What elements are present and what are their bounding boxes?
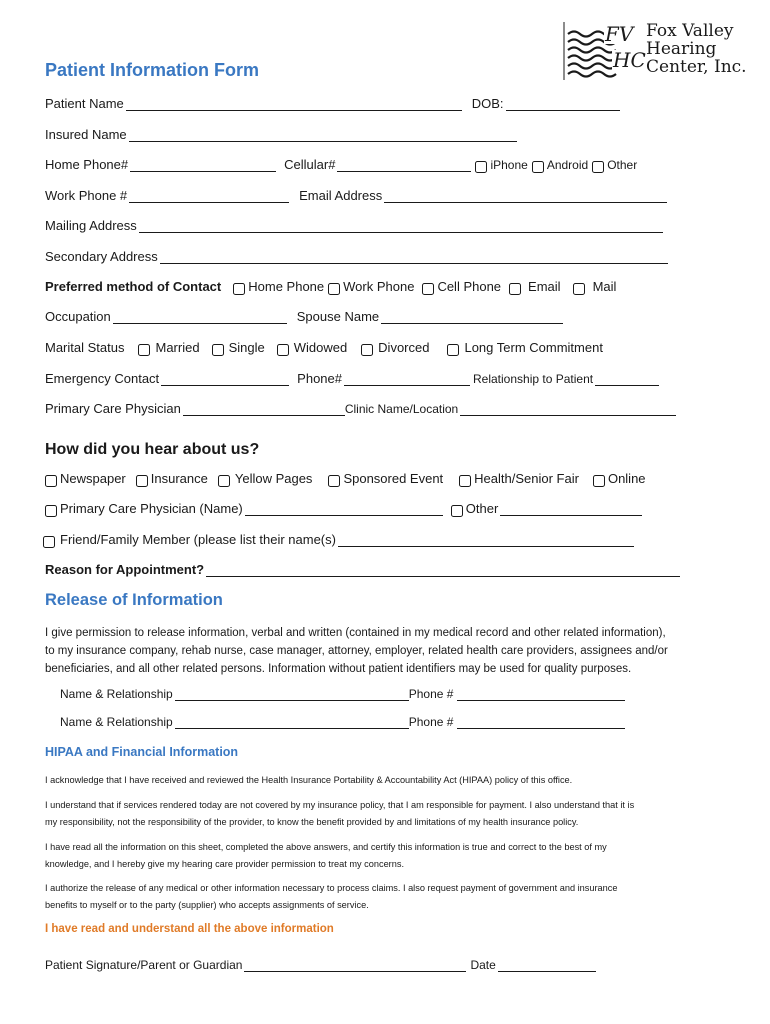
release-line-2: to my insurance company, rehab nurse, case manager, attorney, employer, related health care providers, assignees and/or	[45, 645, 668, 657]
pref-email-checkbox[interactable]	[509, 283, 521, 295]
dob-field[interactable]	[506, 99, 620, 111]
pref-work-phone-checkbox[interactable]	[328, 283, 340, 295]
hipaa-p4-line1: I authorize the release of any medical or other information necessary to process claims. I also request payment of government and insurance	[45, 883, 618, 893]
occupation-label: Occupation	[45, 309, 111, 324]
spouse-name-label: Spouse Name	[296, 309, 380, 324]
mailing-address-field[interactable]	[139, 221, 663, 233]
logo-text-line1: Fox Valley	[646, 21, 734, 41]
clinic-field[interactable]	[460, 404, 676, 416]
dob-label: DOB:	[471, 96, 504, 111]
single-label: Single	[228, 340, 265, 355]
pref-home-phone-checkbox[interactable]	[233, 283, 245, 295]
release-name-2-field[interactable]	[175, 717, 409, 729]
work-phone-field[interactable]	[129, 191, 289, 203]
health-fair-label: Health/Senior Fair	[474, 471, 579, 486]
reason-label: Reason for Appointment?	[45, 562, 205, 577]
yellow-pages-label: Yellow Pages	[234, 471, 313, 486]
email-field[interactable]	[384, 191, 667, 203]
sponsored-event-label: Sponsored Event	[343, 471, 444, 486]
hipaa-p3	[45, 839, 607, 872]
pref-mail-label: Mail	[592, 279, 617, 294]
release-line-1: I give permission to release information, verbal and written (contained in my medical record and other related information),	[45, 627, 666, 639]
pref-work-phone-label: Work Phone	[343, 279, 415, 294]
widowed-label: Widowed	[293, 340, 348, 355]
newspaper-checkbox[interactable]	[45, 475, 57, 487]
patient-name-field[interactable]	[126, 99, 462, 111]
date-label: Date	[470, 958, 496, 972]
iphone-label: iPhone	[490, 158, 528, 172]
clinic-label: Clinic Name/Location	[344, 402, 459, 416]
health-fair-checkbox[interactable]	[459, 475, 471, 487]
pref-cell-phone-label: Cell Phone	[437, 279, 502, 294]
secondary-address-field[interactable]	[160, 252, 668, 264]
release-name-2-label: Name & Relationship	[60, 715, 173, 729]
sponsored-event-checkbox[interactable]	[328, 475, 340, 487]
reason-field[interactable]	[206, 565, 680, 577]
hipaa-p1: I acknowledge that I have received and reviewed the Health Insurance Portability & Accountability Act (HIPAA) policy of this office.	[45, 775, 573, 785]
pcp-referral-field[interactable]	[245, 504, 443, 516]
friend-family-label: Friend/Family Member (please list their name(s)	[60, 532, 336, 547]
divorced-label: Divorced	[378, 340, 430, 355]
pref-home-phone-label: Home Phone	[248, 279, 325, 294]
marital-status-label: Marital Status	[45, 340, 125, 355]
long-term-checkbox[interactable]	[447, 344, 459, 356]
release-heading: Release of Information	[45, 591, 223, 609]
android-checkbox[interactable]	[532, 161, 544, 173]
friend-family-checkbox[interactable]	[43, 536, 55, 548]
married-checkbox[interactable]	[138, 344, 150, 356]
insurance-label: Insurance	[150, 471, 208, 486]
logo	[560, 20, 750, 86]
insurance-checkbox[interactable]	[136, 475, 148, 487]
long-term-label: Long Term Commitment	[464, 340, 603, 355]
married-label: Married	[155, 340, 200, 355]
online-checkbox[interactable]	[593, 475, 605, 487]
pcp-referral-checkbox[interactable]	[45, 505, 57, 517]
mailing-address-label: Mailing Address	[45, 218, 137, 233]
single-checkbox[interactable]	[212, 344, 224, 356]
logo-text-line2: Hearing	[646, 39, 717, 59]
release-phone-2-field[interactable]	[457, 717, 625, 729]
hipaa-p3-line1: I have read all the information on this sheet, completed the above answers, and certify this information is true and correct to the best of my	[45, 842, 607, 852]
android-label: Android	[546, 158, 589, 172]
acknowledge-text: I have read and understand all the above information	[45, 923, 334, 935]
page-title: Patient Information Form	[45, 60, 260, 80]
pcp-referral-label: Primary Care Physician (Name)	[60, 501, 243, 516]
logo-monogram-top: FV	[605, 22, 634, 46]
hipaa-p3-line2: knowledge, and I hereby give my hearing care provider permission to treat my concerns.	[45, 858, 404, 869]
logo-monogram-bottom: HC	[613, 48, 646, 72]
secondary-address-label: Secondary Address	[45, 249, 158, 264]
preferred-contact-label: Preferred method of Contact	[45, 279, 222, 294]
other-source-field[interactable]	[500, 504, 642, 516]
insured-name-field[interactable]	[129, 130, 517, 142]
pcp-label: Primary Care Physician	[45, 401, 181, 416]
release-phone-1-field[interactable]	[457, 689, 625, 701]
hipaa-p2-line2: my responsibility, not the responsibility of the provider, to know the benefit provided by and limitations of my health insurance policy.	[45, 816, 579, 827]
hear-heading: How did you hear about us?	[45, 441, 260, 458]
emergency-phone-label: Phone#	[297, 371, 342, 386]
other-source-checkbox[interactable]	[451, 505, 463, 517]
other-phone-label: Other	[607, 158, 638, 172]
pcp-field[interactable]	[183, 404, 345, 416]
home-phone-field[interactable]	[130, 160, 276, 172]
other-phone-checkbox[interactable]	[592, 161, 604, 173]
patient-name-label: Patient Name	[45, 96, 124, 111]
pref-cell-phone-checkbox[interactable]	[422, 283, 434, 295]
iphone-checkbox[interactable]	[475, 161, 487, 173]
occupation-field[interactable]	[113, 312, 287, 324]
release-line-3: beneficiaries, and all other related persons. Information without patient identifiers may be used for quality purposes.	[45, 663, 632, 675]
home-phone-label: Home Phone#	[45, 157, 129, 172]
release-phone-2-label: Phone #	[408, 715, 454, 729]
friend-family-field[interactable]	[338, 535, 634, 547]
signature-field[interactable]	[244, 960, 466, 972]
pref-mail-checkbox[interactable]	[573, 283, 585, 295]
logo-text-line3: Center, Inc.	[646, 57, 747, 77]
signature-label: Patient Signature/Parent or Guardian	[45, 958, 243, 972]
release-name-1-label: Name & Relationship	[60, 687, 173, 701]
hipaa-p4-line2: benefits to myself or to the party (supplier) who accepts assignments of service.	[45, 899, 369, 910]
release-phone-1-label: Phone #	[408, 687, 454, 701]
newspaper-label: Newspaper	[60, 471, 126, 486]
hipaa-heading: HIPAA and Financial Information	[45, 745, 239, 759]
divorced-checkbox[interactable]	[361, 344, 373, 356]
cellular-label: Cellular#	[284, 157, 336, 172]
pref-email-label: Email	[528, 279, 561, 294]
spouse-name-field[interactable]	[381, 312, 563, 324]
online-label: Online	[607, 471, 646, 486]
relationship-field[interactable]	[595, 374, 659, 386]
insured-name-label: Insured Name	[45, 127, 127, 142]
emergency-phone-field[interactable]	[344, 374, 470, 386]
hipaa-p4	[45, 880, 617, 913]
emergency-contact-label: Emergency Contact	[45, 371, 160, 386]
widowed-checkbox[interactable]	[277, 344, 289, 356]
date-field[interactable]	[498, 960, 596, 972]
other-source-label: Other	[465, 501, 499, 516]
cellular-field[interactable]	[337, 160, 471, 172]
emergency-contact-field[interactable]	[161, 374, 289, 386]
release-text	[45, 624, 668, 678]
hipaa-p2	[45, 797, 634, 830]
yellow-pages-checkbox[interactable]	[218, 475, 230, 487]
work-phone-label: Work Phone #	[45, 188, 128, 203]
hipaa-p2-line1: I understand that if services rendered today are not covered by my insurance policy, that I am responsible for payment. I also understand that it is	[45, 800, 635, 810]
relationship-label: Relationship to Patient	[473, 372, 594, 386]
release-name-1-field[interactable]	[175, 689, 409, 701]
email-label: Email Address	[299, 188, 383, 203]
